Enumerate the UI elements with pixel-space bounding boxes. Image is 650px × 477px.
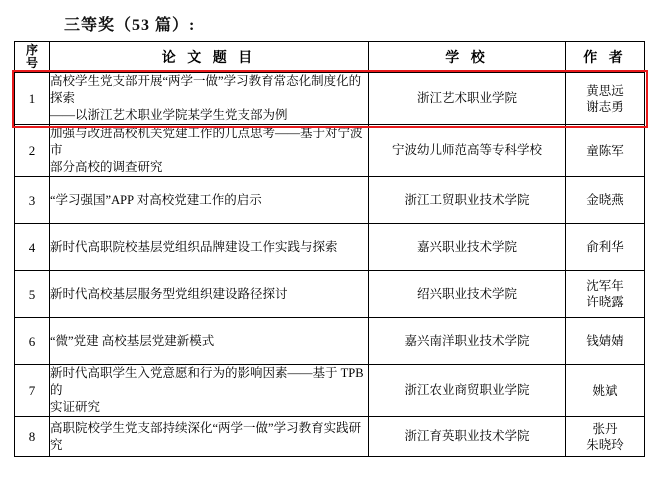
table-row [15,318,645,365]
row-author-line1: 黄思远 [586,83,624,98]
column-header-title: 论 文 题 目 [50,42,369,73]
row-author [566,177,645,224]
table-header [15,42,645,73]
row-index: 5 [15,271,50,318]
row-index: 1 [15,73,50,125]
row-index: 6 [15,318,50,365]
column-header-index-line2: 号 [25,56,38,70]
row-index: 3 [15,177,50,224]
table-row [15,365,645,417]
table-row [15,271,645,318]
row-title [50,177,369,224]
award-list-table [14,41,645,457]
row-title [50,417,369,457]
table-row [15,177,645,224]
row-author-line2: 谢志勇 [586,99,624,114]
row-author-line1: 金晓燕 [586,193,624,207]
row-index: 2 [15,125,50,177]
row-index: 4 [15,224,50,271]
row-school: 浙江育英职业技术学院 [369,417,566,457]
row-index: 8 [15,417,50,457]
row-title [50,73,369,125]
row-title [50,365,369,417]
row-author-line1: 沈军年 [586,279,624,293]
row-title-line1: “学习强国”APP 对高校党建工作的启示 [50,192,262,207]
row-school: 浙江农业商贸职业学院 [369,365,566,417]
row-title [50,224,369,271]
row-author-line1: 俞利华 [586,240,624,254]
table-row [15,417,645,457]
row-author-line2: 许晓露 [586,295,624,309]
page-title: 三等奖（53 篇）: [64,17,196,34]
row-title-line1: 高校学生党支部开展“两学一做”学习教育常态化制度化的探索 [50,74,362,105]
table-row [15,224,645,271]
row-author-line2: 朱晓玲 [586,437,624,452]
row-title-line2: 实证研究 [50,400,101,414]
row-school: 浙江工贸职业技术学院 [369,177,566,224]
row-title-line1: 加强与改进高校机关党建工作的几点思考——基于对宁波市 [50,126,363,157]
table-header-row [15,42,645,73]
row-school: 嘉兴南洋职业技术学院 [369,318,566,365]
row-author [566,417,645,457]
row-title-line1: 高职院校学生党支部持续深化“两学一做”学习教育实践研究 [50,420,362,452]
row-author [566,318,645,365]
row-title [50,125,369,177]
row-title-line1: 新时代高职学生入党意愿和行为的影响因素——基于 TPB 的 [50,366,364,397]
row-author [566,73,645,125]
table-row [15,125,645,177]
row-school: 绍兴职业技术学院 [369,271,566,318]
table-body [15,73,645,457]
row-author [566,271,645,318]
row-title-line1: “微”党建 高校基层党建新模式 [50,333,215,348]
row-title-line1: 新时代高职院校基层党组织品牌建设工作实践与探索 [50,239,338,254]
row-school: 嘉兴职业技术学院 [369,224,566,271]
column-header-school: 学 校 [369,42,566,73]
table-row [15,73,645,125]
row-author [566,224,645,271]
row-title-line2: 部分高校的调查研究 [50,160,163,174]
row-school: 浙江艺术职业学院 [369,73,566,125]
column-header-author: 作 者 [566,42,645,73]
row-title-line1: 新时代高校基层服务型党组织建设路径探讨 [50,286,288,301]
row-author-line1: 姚斌 [592,383,618,398]
row-title [50,271,369,318]
column-header-index [15,42,50,73]
row-author-line1: 张丹 [592,421,618,436]
row-title-line2: ——以浙江艺术职业学院某学生党支部为例 [50,108,288,122]
row-author-line1: 童陈军 [586,143,624,158]
row-author [566,125,645,177]
row-author [566,365,645,417]
row-index: 7 [15,365,50,417]
column-header-index-line1: 序 [25,43,38,57]
row-school: 宁波幼儿师范高等专科学校 [369,125,566,177]
row-title [50,318,369,365]
row-author-line1: 钱婧婧 [586,334,624,348]
